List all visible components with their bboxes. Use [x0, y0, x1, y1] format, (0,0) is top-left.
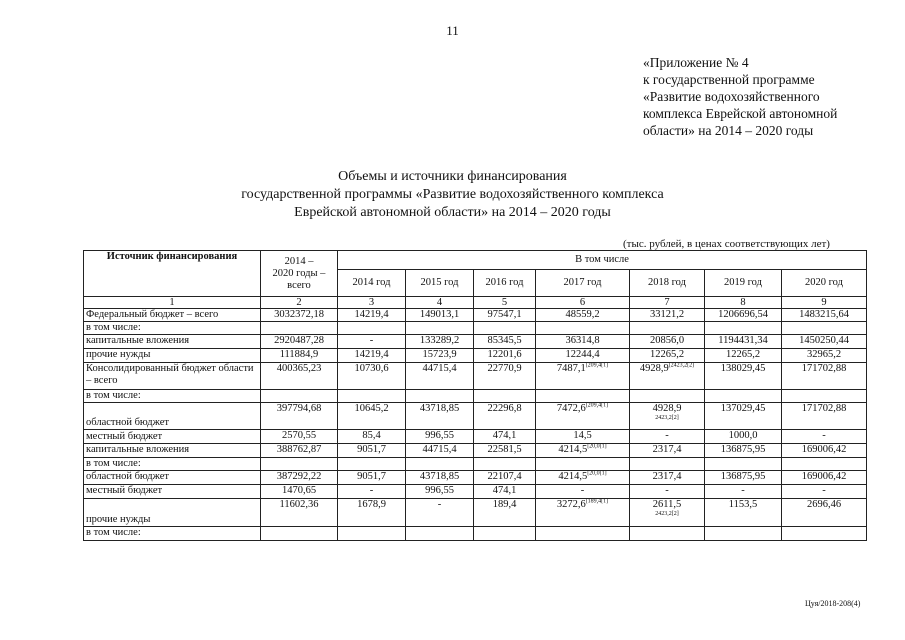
row-label: областной бюджет — [84, 403, 261, 430]
table-cell — [406, 309, 474, 322]
table-cell — [406, 403, 474, 430]
table-cell — [474, 527, 536, 541]
table-cell — [630, 471, 705, 485]
footnote-mark: [20,0[1] — [587, 470, 607, 477]
cell-value: - — [741, 485, 745, 496]
table-cell — [705, 309, 782, 322]
cell-value: 3272,6 — [556, 499, 586, 510]
cell-value: 1450250,44 — [799, 335, 849, 346]
appendix-line: «Приложение № 4 — [643, 55, 749, 70]
table-cell — [406, 349, 474, 363]
column-number: 2 — [261, 297, 338, 309]
cell-value: 14219,4 — [354, 309, 389, 320]
table-cell — [338, 349, 406, 363]
table-cell — [261, 335, 338, 349]
table-cell — [474, 309, 536, 322]
cell-value: 136875,95 — [720, 471, 766, 482]
cell-value: 48559,2 — [565, 309, 600, 320]
cell-value: 4928,9 — [639, 363, 669, 374]
table-cell — [630, 363, 705, 390]
table-cell — [261, 444, 338, 458]
table-cell — [338, 444, 406, 458]
table-cell — [261, 322, 338, 335]
table-cell — [261, 499, 338, 527]
cell-value: 400365,23 — [276, 363, 322, 374]
table-cell — [782, 403, 867, 430]
footnote-line: 2423,2[2] — [655, 511, 679, 517]
table-cell — [630, 335, 705, 349]
table-cell — [705, 390, 782, 403]
table-cell — [338, 471, 406, 485]
row-label: местный бюджет — [84, 430, 261, 444]
table-cell — [261, 309, 338, 322]
cell-value: 20856,0 — [649, 335, 685, 346]
table-cell — [406, 322, 474, 335]
table-cell — [261, 430, 338, 444]
table-cell — [406, 430, 474, 444]
table-cell — [705, 527, 782, 541]
cell-value: 44715,4 — [422, 363, 457, 374]
footnote-mark: [209,4[1] — [585, 362, 609, 369]
cell-value: 2696,46 — [806, 499, 842, 510]
units-note: (тыс. рублей, в ценах соответствующих лет) — [623, 238, 830, 250]
cell-value: 1000,0 — [728, 430, 758, 441]
cell-value: 12201,6 — [487, 349, 522, 360]
row-label: прочие нужды — [84, 499, 261, 527]
table-cell — [705, 363, 782, 390]
table-cell — [406, 527, 474, 541]
table-cell — [630, 403, 705, 430]
table-cell — [474, 458, 536, 471]
table-cell — [474, 471, 536, 485]
table-row — [84, 499, 867, 527]
table-cell — [261, 458, 338, 471]
table-cell — [474, 390, 536, 403]
cell-value: 2317,4 — [652, 471, 682, 482]
cell-value: 97547,1 — [487, 309, 522, 320]
column-number: 6 — [536, 297, 630, 309]
table-cell — [474, 363, 536, 390]
table-cell — [406, 485, 474, 499]
footnote-mark: [20,0[1] — [587, 443, 607, 450]
cell-value: 9051,7 — [357, 444, 386, 455]
table-cell — [630, 390, 705, 403]
table-row — [84, 322, 867, 335]
cell-value: 138029,45 — [720, 363, 766, 374]
table-cell — [782, 471, 867, 485]
cell-value: - — [580, 485, 585, 496]
cell-value: 7472,6 — [556, 403, 586, 414]
cell-value: 85,4 — [362, 430, 381, 441]
page-number: 11 — [446, 23, 459, 38]
cell-value: 387292,22 — [276, 471, 322, 482]
cell-value: 111884,9 — [279, 349, 319, 360]
cell-value: 11602,36 — [279, 499, 319, 510]
table-cell — [261, 403, 338, 430]
row-label: Федеральный бюджет – всего — [84, 309, 261, 322]
appendix-line: «Развитие водохозяйственного — [643, 89, 820, 104]
cell-value: 22107,4 — [487, 471, 522, 482]
title-line: государственной программы «Развитие водохозяйственного комплекса — [241, 187, 664, 202]
table-cell — [782, 444, 867, 458]
header-including: В том числе — [338, 251, 867, 270]
appendix-line: области» на 2014 – 2020 годы — [643, 123, 814, 138]
table-cell — [705, 485, 782, 499]
footnote-mark: [209,4[1] — [585, 402, 609, 409]
table-cell — [536, 485, 630, 499]
header-total-line: 2014 – — [284, 255, 314, 267]
row-label: в том числе: — [84, 458, 261, 471]
row-label: областной бюджет — [84, 471, 261, 485]
cell-value: 397794,68 — [276, 403, 322, 414]
cell-value: 996,55 — [425, 485, 454, 496]
cell-value: - — [369, 485, 374, 496]
table-header-row — [84, 251, 867, 270]
cell-value: - — [665, 485, 669, 496]
appendix-line: к государственной программе — [643, 72, 815, 87]
cell-value: 2611,5 — [652, 499, 682, 510]
header-year: 2018 год — [630, 270, 705, 297]
table-cell — [630, 322, 705, 335]
column-number: 7 — [630, 297, 705, 309]
cell-value: 2920487,28 — [274, 335, 324, 346]
cell-value: 133289,2 — [419, 335, 460, 346]
cell-value: 1206696,54 — [718, 309, 768, 320]
cell-value: 36314,8 — [565, 335, 600, 346]
title-line: Объемы и источники финансирования — [338, 169, 567, 184]
table-row — [84, 403, 867, 430]
table-row — [84, 471, 867, 485]
cell-value: 3032372,18 — [274, 309, 324, 320]
cell-value: 169006,42 — [801, 444, 847, 455]
column-number: 8 — [705, 297, 782, 309]
cell-value: 169006,42 — [801, 471, 847, 482]
table-cell — [474, 430, 536, 444]
row-label: местный бюджет — [84, 485, 261, 499]
cell-value: 474,1 — [492, 430, 517, 441]
cell-value: 12244,4 — [565, 349, 600, 360]
header-total — [261, 251, 338, 297]
table-cell — [536, 444, 630, 458]
table-row — [84, 335, 867, 349]
cell-value: 1153,5 — [728, 499, 758, 510]
table-cell — [406, 335, 474, 349]
cell-value: 4214,5 — [558, 471, 588, 482]
footnote-mark: [189,4[1] — [585, 498, 609, 505]
cell-value: - — [369, 335, 374, 346]
row-label: в том числе: — [84, 527, 261, 541]
document-title — [0, 168, 905, 222]
column-number-row — [84, 297, 867, 309]
cell-value: 137029,45 — [720, 403, 766, 414]
table-cell — [474, 485, 536, 499]
cell-value: - — [822, 485, 826, 496]
table-cell — [338, 390, 406, 403]
header-year: 2015 год — [406, 270, 474, 297]
title-line: Еврейской автономной области» на 2014 – 2020 годы — [294, 205, 611, 220]
table-cell — [338, 527, 406, 541]
document-code: Цуя/2018-208(4) — [805, 599, 861, 608]
table-cell — [705, 458, 782, 471]
cell-value: 43718,85 — [419, 471, 460, 482]
row-label: в том числе: — [84, 322, 261, 335]
table-cell — [705, 444, 782, 458]
cell-value: - — [437, 499, 442, 510]
table-cell — [705, 349, 782, 363]
cell-value: 1194431,34 — [718, 335, 768, 346]
header-year: 2017 год — [536, 270, 630, 297]
column-number: 5 — [474, 297, 536, 309]
column-number: 1 — [84, 297, 261, 309]
table-cell — [536, 309, 630, 322]
table-cell — [705, 471, 782, 485]
header-total-line: всего — [287, 279, 311, 291]
cell-value: 12265,2 — [725, 349, 761, 360]
table-cell — [536, 471, 630, 485]
table-row — [84, 444, 867, 458]
table-cell — [474, 403, 536, 430]
financing-table — [83, 250, 867, 541]
row-label: капитальные вложения — [84, 444, 261, 458]
column-number: 4 — [406, 297, 474, 309]
table-cell — [630, 527, 705, 541]
table-cell — [536, 349, 630, 363]
cell-value: 9051,7 — [357, 471, 386, 482]
table-cell — [406, 471, 474, 485]
cell-value: - — [822, 430, 826, 441]
table-cell — [536, 403, 630, 430]
table-cell — [782, 349, 867, 363]
cell-value: 43718,85 — [419, 403, 460, 414]
table-cell — [406, 499, 474, 527]
table-cell — [705, 430, 782, 444]
table-row — [84, 458, 867, 471]
table-cell — [338, 430, 406, 444]
table-cell — [536, 527, 630, 541]
cell-value: - — [665, 430, 669, 441]
table-cell — [536, 430, 630, 444]
table-row — [84, 430, 867, 444]
cell-value: 85345,5 — [487, 335, 522, 346]
cell-value: 15723,9 — [422, 349, 457, 360]
table-cell — [705, 499, 782, 527]
table-cell — [782, 322, 867, 335]
table-row — [84, 309, 867, 322]
table-cell — [536, 458, 630, 471]
table-cell — [782, 390, 867, 403]
table-cell — [261, 485, 338, 499]
cell-value: 14,5 — [573, 430, 592, 441]
cell-value: 12265,2 — [649, 349, 685, 360]
cell-value: 171702,88 — [801, 363, 847, 374]
header-source: Источник финансирования — [84, 251, 261, 297]
table-cell — [406, 444, 474, 458]
table-cell — [338, 335, 406, 349]
table-cell — [338, 499, 406, 527]
cell-value: 474,1 — [492, 485, 517, 496]
table-cell — [261, 471, 338, 485]
cell-value: 33121,2 — [649, 309, 685, 320]
appendix-header — [643, 54, 898, 139]
footnote-mark: [2423,2[2] — [668, 362, 695, 369]
table-cell — [782, 485, 867, 499]
table-cell — [338, 485, 406, 499]
table-row — [84, 527, 867, 541]
table-cell — [338, 403, 406, 430]
footnote-line: 2423,2[2] — [655, 415, 679, 421]
cell-value: 2317,4 — [652, 444, 682, 455]
table-cell — [630, 444, 705, 458]
table-cell — [782, 363, 867, 390]
cell-value: 136875,95 — [720, 444, 766, 455]
cell-value: 4928,9 — [652, 403, 682, 414]
table-cell — [630, 349, 705, 363]
table-cell — [338, 458, 406, 471]
column-number: 9 — [782, 297, 867, 309]
table-cell — [630, 499, 705, 527]
table-cell — [338, 322, 406, 335]
table-cell — [782, 430, 867, 444]
table-row — [84, 349, 867, 363]
table-cell — [536, 335, 630, 349]
header-year: 2019 год — [705, 270, 782, 297]
table-cell — [782, 335, 867, 349]
cell-value: 2570,55 — [281, 430, 317, 441]
cell-value: 10645,2 — [354, 403, 389, 414]
table-cell — [782, 527, 867, 541]
table-cell — [630, 430, 705, 444]
cell-value: 149013,1 — [419, 309, 460, 320]
table-cell — [261, 390, 338, 403]
header-year: 2014 год — [338, 270, 406, 297]
cell-value: 388762,87 — [276, 444, 322, 455]
cell-value: 4214,5 — [558, 444, 588, 455]
cell-value: 171702,88 — [801, 403, 847, 414]
table-cell — [474, 322, 536, 335]
row-label: прочие нужды — [84, 349, 261, 363]
cell-value: 1678,9 — [357, 499, 386, 510]
appendix-line: комплекса Еврейской автономной — [643, 106, 838, 121]
table-cell — [406, 390, 474, 403]
header-year: 2016 год — [474, 270, 536, 297]
table-cell — [474, 499, 536, 527]
table-cell — [474, 444, 536, 458]
row-label: Консолидированный бюджет области – всего — [84, 363, 261, 390]
row-label: в том числе: — [84, 390, 261, 403]
table-cell — [630, 458, 705, 471]
table-cell — [261, 349, 338, 363]
cell-value: 10730,6 — [354, 363, 389, 374]
table-row — [84, 390, 867, 403]
header-year: 2020 год — [782, 270, 867, 297]
table-cell — [630, 309, 705, 322]
column-number: 3 — [338, 297, 406, 309]
table-cell — [782, 499, 867, 527]
table-cell — [782, 458, 867, 471]
table-cell — [536, 499, 630, 527]
table-row — [84, 485, 867, 499]
table-cell — [705, 335, 782, 349]
cell-value: 1483215,64 — [799, 309, 849, 320]
table-cell — [406, 458, 474, 471]
table-cell — [338, 363, 406, 390]
cell-value: 22770,9 — [487, 363, 522, 374]
table-cell — [406, 363, 474, 390]
cell-value: 44715,4 — [422, 444, 457, 455]
table-cell — [705, 322, 782, 335]
cell-value: 14219,4 — [354, 349, 389, 360]
table-cell — [782, 309, 867, 322]
table-cell — [705, 403, 782, 430]
cell-value: 22581,5 — [487, 444, 522, 455]
table-cell — [630, 485, 705, 499]
table-cell — [536, 363, 630, 390]
table-cell — [261, 527, 338, 541]
cell-value: 7487,1 — [556, 363, 586, 374]
cell-value: 189,4 — [492, 499, 517, 510]
row-label: капитальные вложения — [84, 335, 261, 349]
header-total-line: 2020 годы – — [272, 267, 326, 279]
cell-value: 32965,2 — [806, 349, 842, 360]
table-cell — [338, 309, 406, 322]
table-cell — [536, 322, 630, 335]
table-cell — [474, 349, 536, 363]
cell-value: 996,55 — [425, 430, 454, 441]
table-row — [84, 363, 867, 390]
table-cell — [474, 335, 536, 349]
table-cell — [261, 363, 338, 390]
cell-value: 1470,65 — [281, 485, 317, 496]
table-cell — [536, 390, 630, 403]
cell-value: 22296,8 — [487, 403, 522, 414]
